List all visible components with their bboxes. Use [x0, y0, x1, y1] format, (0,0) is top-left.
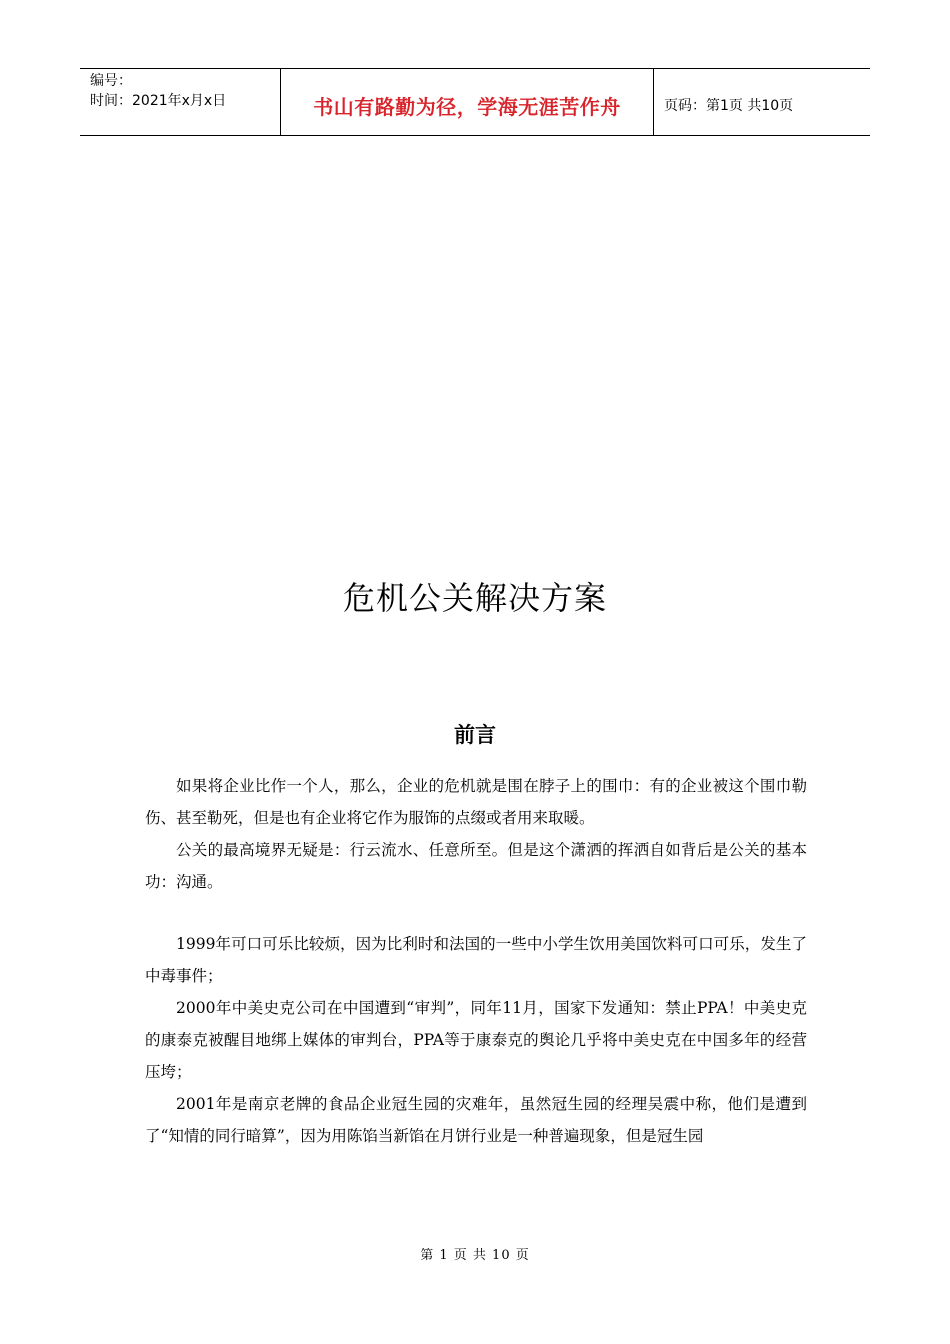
header-table [80, 68, 870, 136]
page-footer: 第 1 页 共 10 页 [420, 1248, 530, 1263]
paragraph-spacer [145, 898, 807, 928]
document-title: 危机公关解决方案 [342, 579, 607, 617]
header-meta-cell [80, 69, 281, 135]
paragraph: 2001年是南京老牌的食品企业冠生园的灾难年，虽然冠生园的经理吴震中称，他们是遭到了“知情的同行暗算”，因为用陈馅当新馅在月饼行业是一种普遍现象，但是冠生园 [145, 1095, 807, 1145]
section-title-preface: 前言 [454, 723, 496, 747]
paragraph: 如果将企业比作一个人，那么，企业的危机就是围在脖子上的围巾：有的企业被这个围巾勒伤、甚至勒死，但是也有企业将它作为服饰的点缀或者用来取暖。 [145, 777, 807, 827]
paragraph: 2000年中美史克公司在中国遭到“审判”，同年11月，国家下发通知：禁止PPA！中美史克的康泰克被醒目地绑上媒体的审判台，PPA等于康泰克的舆论几乎将中美史克在中国多年的经营压垮； [145, 999, 807, 1081]
paragraph: 1999年可口可乐比较烦，因为比利时和法国的一些中小学生饮用美国饮料可口可乐，发生了中毒事件； [145, 935, 807, 985]
header-page-info: 页码：第1页 共10页 [664, 98, 794, 114]
document-number-label: 编号： [90, 73, 132, 89]
document-date-label: 时间：2021年x月x日 [90, 93, 227, 109]
body-text [145, 770, 807, 1152]
header-motto: 书山有路勤为径，学海无涯苦作舟 [281, 69, 654, 135]
paragraph: 公关的最高境界无疑是：行云流水、任意所至。但是这个潇洒的挥洒自如背后是公关的基本功：沟通。 [145, 841, 807, 891]
